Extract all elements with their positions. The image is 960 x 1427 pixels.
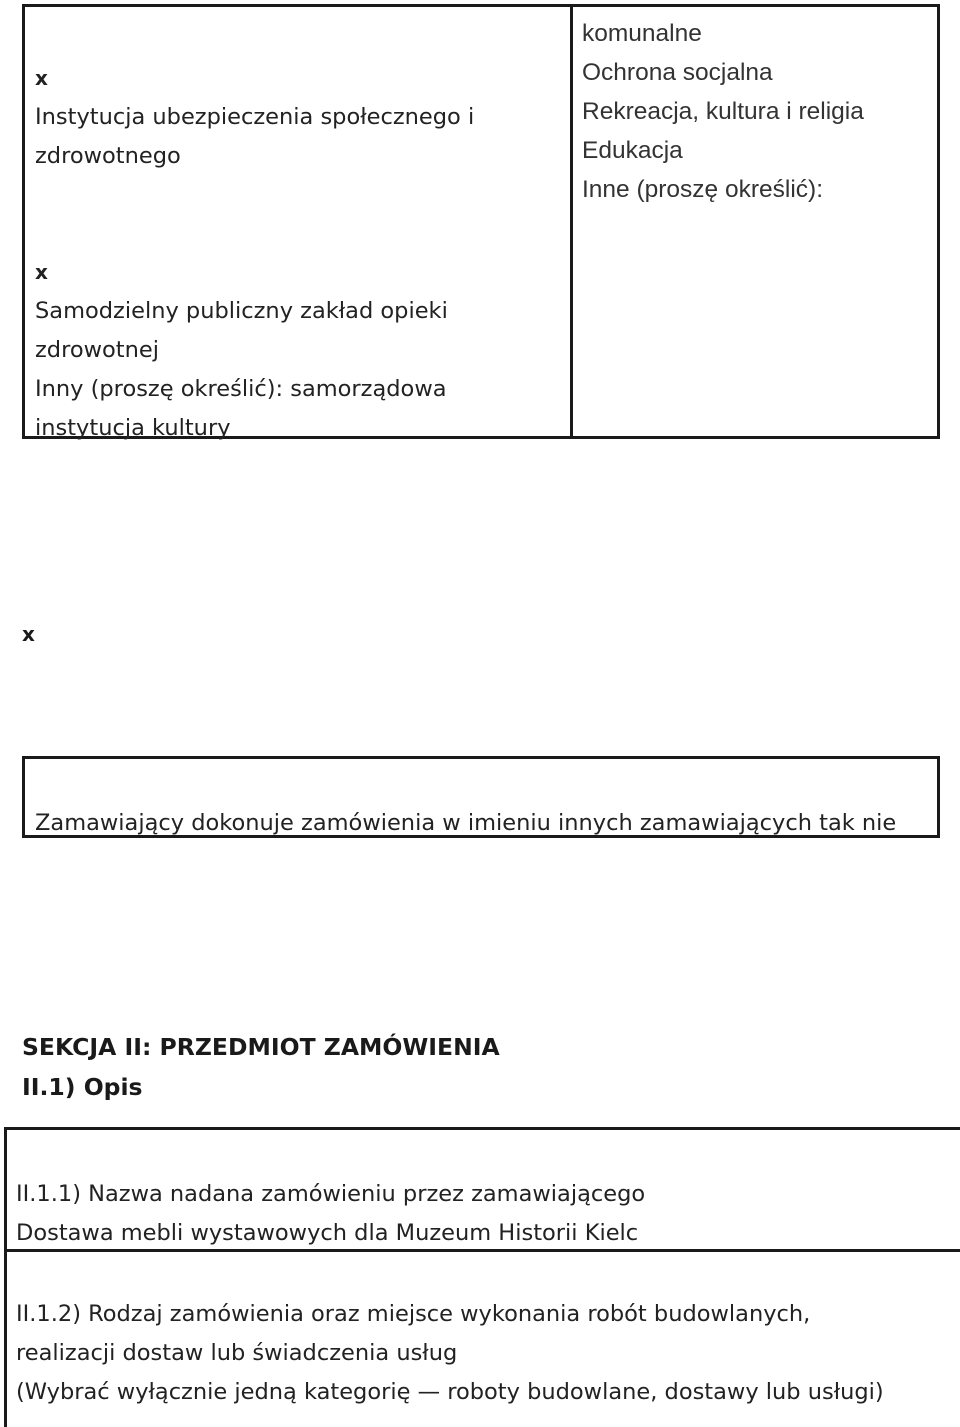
contract-type-block bbox=[16, 1295, 884, 1412]
contract-name-label: II.1.1) Nazwa nadana zamówieniu przez zamawiającego bbox=[16, 1181, 646, 1207]
column-divider bbox=[570, 7, 573, 436]
activity-item: Inne (proszę określić): bbox=[582, 176, 824, 203]
activity-item: Rekreacja, kultura i religia bbox=[582, 98, 864, 125]
contract-type-line: II.1.2) Rodzaj zamówienia oraz miejsce wykonania robót budowlanych, bbox=[16, 1301, 811, 1327]
contract-type-line: realizacji dostaw lub świadczenia usług bbox=[16, 1340, 458, 1366]
checkbox-mark: x bbox=[35, 260, 48, 284]
option-label-line: Instytucja ubezpieczenia społecznego i bbox=[35, 104, 475, 130]
section-title: SEKCJA II: PRZEDMIOT ZAMÓWIENIA bbox=[22, 1033, 500, 1061]
contract-name-block bbox=[16, 1175, 645, 1253]
option-social-insurance bbox=[35, 59, 474, 176]
checkbox-mark: x bbox=[22, 622, 35, 646]
contract-name-value: Dostawa mebli wystawowych dla Muzeum Historii Kielc bbox=[16, 1220, 639, 1246]
option-label-line: zdrowotnej bbox=[35, 337, 159, 363]
activity-item: Ochrona socjalna bbox=[582, 59, 773, 86]
row-divider bbox=[7, 1249, 960, 1252]
activity-item: Edukacja bbox=[582, 137, 683, 164]
other-contracting-text: Zamawiający dokonuje zamówienia w imieniu innych zamawiających tak nie bbox=[35, 810, 897, 836]
other-contracting-box bbox=[22, 756, 940, 838]
option-label-line: Inny (proszę określić): samorządowa bbox=[35, 376, 447, 402]
option-label-line: instytucja kultury bbox=[35, 415, 231, 441]
section-subtitle: II.1) Opis bbox=[22, 1073, 143, 1101]
checkbox-mark: x bbox=[35, 66, 48, 90]
option-label-line: zdrowotnego bbox=[35, 143, 181, 169]
activity-list bbox=[582, 14, 864, 209]
contract-type-line: (Wybrać wyłącznie jedną kategorię — roboty budowlane, dostawy lub usługi) bbox=[16, 1379, 884, 1405]
option-healthcare-other bbox=[35, 253, 448, 448]
authority-type-table bbox=[22, 4, 940, 439]
option-label-line: Samodzielny publiczny zakład opieki bbox=[35, 298, 448, 324]
description-table bbox=[4, 1127, 960, 1427]
activity-item: komunalne bbox=[582, 20, 702, 47]
